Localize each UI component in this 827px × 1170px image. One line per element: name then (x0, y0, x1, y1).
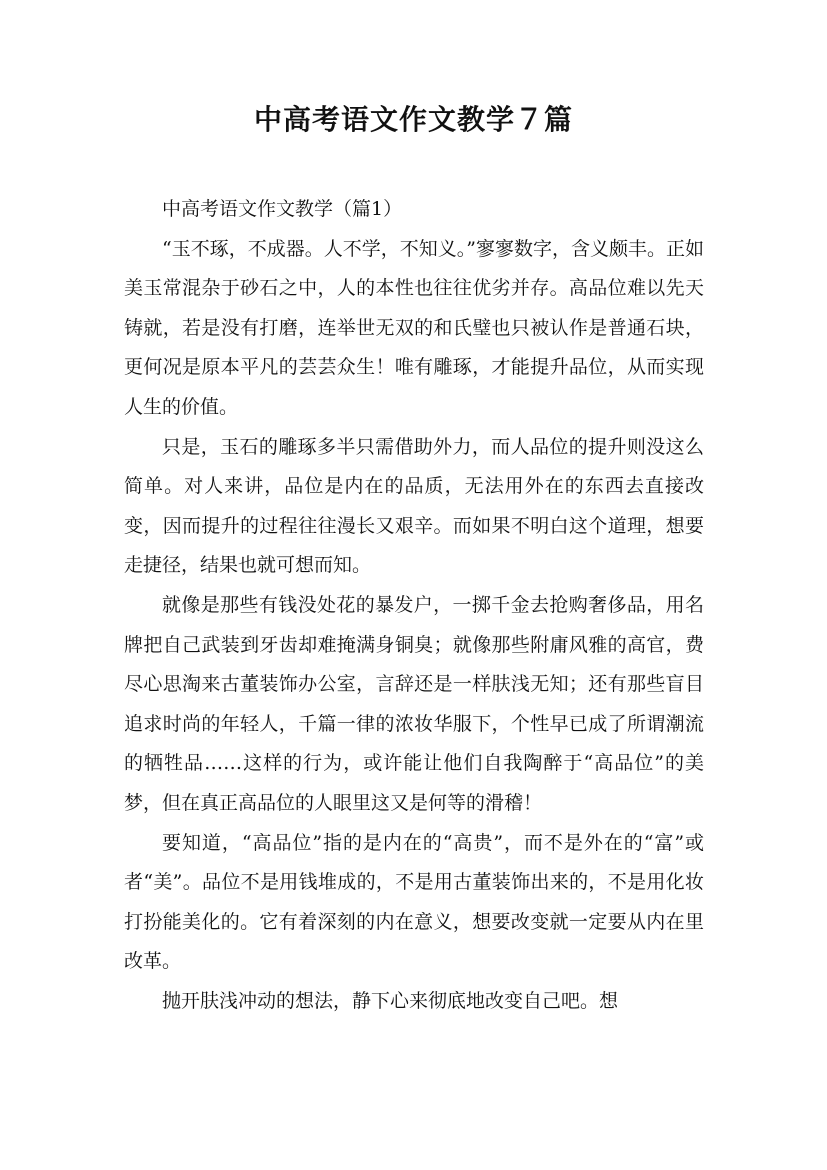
section-heading: 中高考语文作文教学（篇1） (162, 198, 403, 220)
paragraph-3: 就像是那些有钱没处花的暴发户，一掷千金去抢购奢侈品，用名牌把自己武装到牙齿却难掩满身铜臭；就像那些附庸风雅的高官，费尽心思淘来古董装饰办公室，言辞还是一样肤浅无知；还有那些盲目追求时尚的年轻人，千篇一律的浓妆华服下，个性早已成了所谓潮流的牺牲品……这样的行为，或许能让他们自我陶醉于“高品位”的美梦，但在真正高品位的人眼里这又是何等的滑稽！ (124, 593, 704, 814)
paragraph-2: 只是，玉石的雕琢多半只需借助外力，而人品位的提升则没这么简单。对人来讲，品位是内在的品质，无法用外在的东西去直接改变，因而提升的过程往往漫长又艰辛。而如果不明白这个道理，想要走捷径，结果也就可想而知。 (124, 435, 704, 577)
document-title: 中高考语文作文教学７篇 (253, 103, 573, 136)
document-body (124, 190, 704, 1021)
paragraph-4: 要知道，“高品位”指的是内在的“高贵”，而不是外在的“富”或者“美”。品位不是用钱堆成的，不是用古董装饰出来的，不是用化妆打扮能美化的。它有着深刻的内在意义，想要改变就一定要从内在里改革。 (124, 831, 704, 973)
paragraph-1: “玉不琢，不成器。人不学，不知义。”寥寥数字，含义颇丰。正如美玉常混杂于砂石之中，人的本性也往往优劣并存。高品位难以先天铸就，若是没有打磨，连举世无双的和氏璧也只被认作是普通石块，更何况是原本平凡的芸芸众生！唯有雕琢，才能提升品位，从而实现人生的价值。 (124, 237, 704, 418)
paragraph-5: 抛开肤浅冲动的想法，静下心来彻底地改变自己吧。想 (162, 989, 619, 1012)
